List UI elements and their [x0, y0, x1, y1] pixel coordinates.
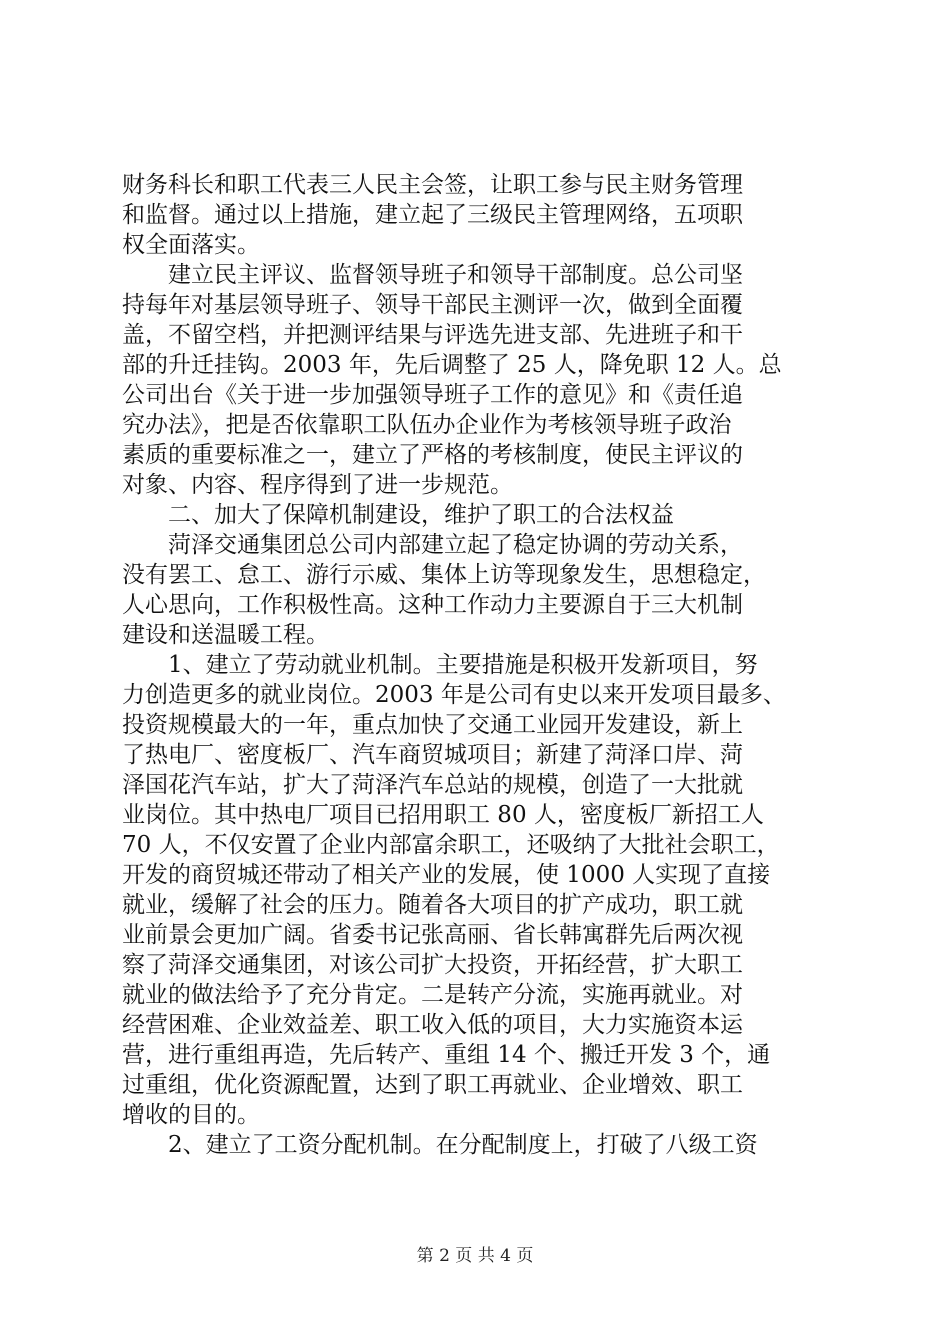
- text-line: 了热电厂、密度板厂、汽车商贸城项目；新建了菏泽口岸、菏: [122, 742, 743, 768]
- text-line: 泽国花汽车站，扩大了菏泽汽车总站的规模，创造了一大批就: [122, 772, 743, 798]
- text-line: 就业的做法给予了充分肯定。二是转产分流，实施再就业。对: [122, 982, 743, 1008]
- text-line: 盖，不留空档，并把测评结果与评选先进支部、先进班子和干: [122, 322, 743, 348]
- text-line: 财务科长和职工代表三人民主会签，让职工参与民主财务管理: [122, 172, 743, 198]
- text-line: 开发的商贸城还带动了相关产业的发展，使 1000 人实现了直接: [122, 862, 771, 888]
- text-line: 部的升迁挂钩。2003 年，先后调整了 25 人，降免职 12 人。总: [122, 352, 782, 378]
- text-line: 投资规模最大的一年，重点加快了交通工业园开发建设，新上: [122, 712, 743, 738]
- text-line: 力创造更多的就业岗位。2003 年是公司有史以来开发项目最多、: [122, 682, 786, 708]
- text-line: 业岗位。其中热电厂项目已招用职工 80 人，密度板厂新招工人: [122, 802, 764, 828]
- text-line: 权全面落实。: [122, 232, 260, 258]
- text-line: 1、建立了劳动就业机制。主要措施是积极开发新项目，努: [168, 652, 758, 678]
- text-line: 建立民主评议、监督领导班子和领导干部制度。总公司坚: [168, 262, 743, 288]
- text-line: 察了菏泽交通集团，对该公司扩大投资，开拓经营，扩大职工: [122, 952, 743, 978]
- text-line: 经营困难、企业效益差、职工收入低的项目，大力实施资本运: [122, 1012, 743, 1038]
- text-line: 二、加大了保障机制建设，维护了职工的合法权益: [168, 502, 674, 528]
- text-line: 持每年对基层领导班子、领导干部民主测评一次，做到全面覆: [122, 292, 743, 318]
- text-line: 70 人，不仅安置了企业内部富余职工，还吸纳了大批社会职工，: [122, 832, 780, 858]
- text-line: 和监督。通过以上措施，建立起了三级民主管理网络，五项职: [122, 202, 743, 228]
- text-line: 就业，缓解了社会的压力。随着各大项目的扩产成功，职工就: [122, 892, 743, 918]
- text-line: 人心思向，工作积极性高。这种工作动力主要源自于三大机制: [122, 592, 743, 618]
- text-line: 素质的重要标准之一，建立了严格的考核制度，使民主评议的: [122, 442, 743, 468]
- text-line: 公司出台《关于进一步加强领导班子工作的意见》和《责任追: [122, 382, 743, 408]
- text-line: 业前景会更加广阔。省委书记张高丽、省长韩寓群先后两次视: [122, 922, 743, 948]
- document-body: [122, 170, 834, 1160]
- text-line: 没有罢工、怠工、游行示威、集体上访等现象发生，思想稳定，: [122, 562, 766, 588]
- text-line: 菏泽交通集团总公司内部建立起了稳定协调的劳动关系，: [168, 532, 743, 558]
- page-footer: 第 2 页 共 4 页: [416, 1246, 534, 1266]
- text-line: 对象、内容、程序得到了进一步规范。: [122, 472, 513, 498]
- text-line: 2、建立了工资分配机制。在分配制度上，打破了八级工资: [168, 1132, 758, 1158]
- text-line: 建设和送温暖工程。: [122, 622, 329, 648]
- text-line: 究办法》，把是否依靠职工队伍办企业作为考核领导班子政治: [122, 412, 732, 438]
- text-line: 营，进行重组再造，先后转产、重组 14 个、搬迁开发 3 个，通: [122, 1042, 771, 1068]
- text-line: 增收的目的。: [122, 1102, 260, 1128]
- text-line: 过重组，优化资源配置，达到了职工再就业、企业增效、职工: [122, 1072, 743, 1098]
